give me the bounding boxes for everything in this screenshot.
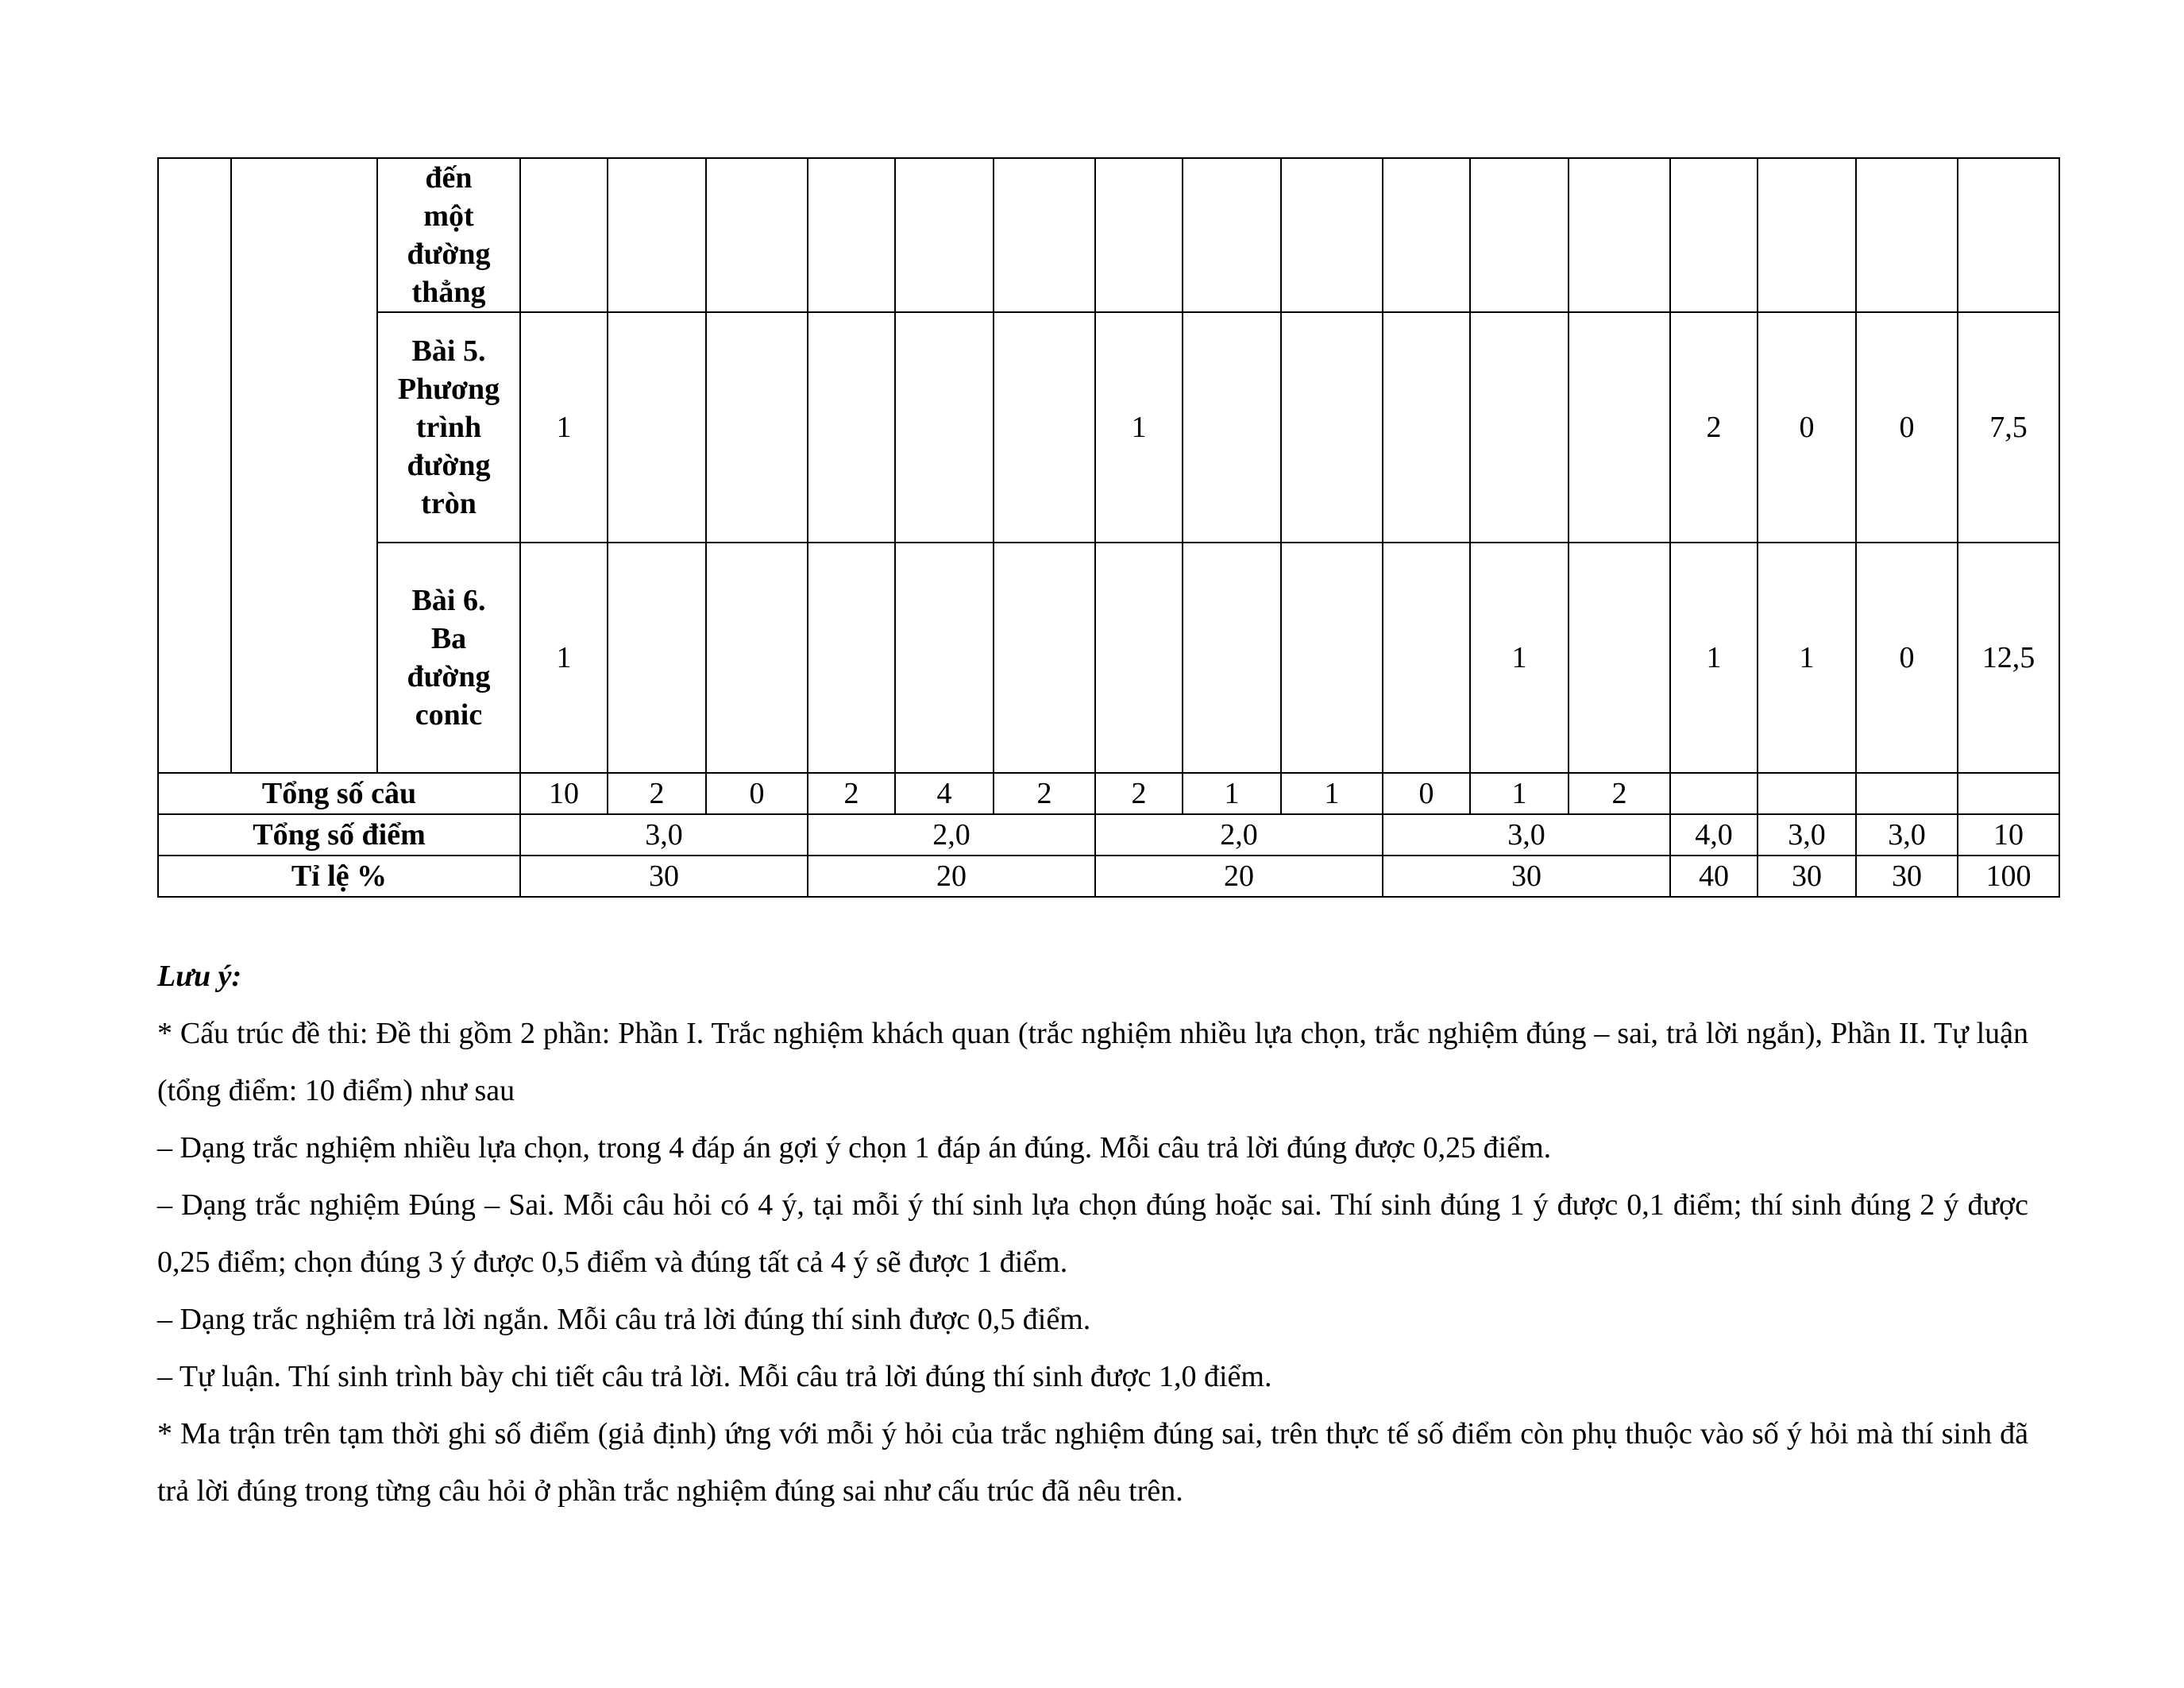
matrix-cell <box>1856 158 1958 312</box>
matrix-cell <box>1569 312 1670 543</box>
total-questions-cell: 1 <box>1183 773 1281 814</box>
matrix-cell <box>1470 158 1569 312</box>
matrix-cell <box>1183 312 1281 543</box>
matrix-cell <box>895 543 994 773</box>
total-questions-cell <box>1958 773 2059 814</box>
chapter-name-cell <box>231 158 377 773</box>
topic-label-line: đường <box>407 238 491 271</box>
matrix-cell <box>808 312 895 543</box>
ratio-cell: 100 <box>1958 856 2059 897</box>
matrix-cell <box>706 543 808 773</box>
matrix-cell <box>1281 158 1383 312</box>
topic-label <box>377 312 520 543</box>
topic-row <box>158 312 2059 543</box>
total-questions-cell: 2 <box>1569 773 1670 814</box>
matrix-cell <box>1281 312 1383 543</box>
topic-label-line: tròn <box>421 487 477 520</box>
matrix-cell <box>1183 158 1281 312</box>
note-paragraph: – Dạng trắc nghiệm Đúng – Sai. Mỗi câu hỏi có 4 ý, tại mỗi ý thí sinh lựa chọn đúng hoặc sai. Thí sinh đúng 1 ý được 0,1 điểm; thí sinh đúng 2 ý được 0,25 điểm; chọn đúng 3 ý được 0,5 điểm và đúng tất cả 4 ý sẽ được 1 điểm. <box>157 1188 2028 1279</box>
topic-label-line: Bài 6. <box>411 584 486 617</box>
matrix-cell <box>1670 158 1758 312</box>
matrix-cell <box>808 158 895 312</box>
ratio-cell: 40 <box>1670 856 1758 897</box>
topic-label-line: trình <box>415 411 482 444</box>
topic-row <box>158 158 2059 312</box>
matrix-cell: 1 <box>1470 543 1569 773</box>
total-points-cell: 10 <box>1958 814 2059 856</box>
matrix-cell <box>1383 543 1470 773</box>
matrix-cell: 1 <box>1758 543 1856 773</box>
topic-label-line: Phương <box>397 373 500 406</box>
matrix-cell <box>1383 312 1470 543</box>
topic-label-line: đường <box>407 660 491 693</box>
total-points-cell: 3,0 <box>1758 814 1856 856</box>
total-questions-cell: 2 <box>1095 773 1183 814</box>
total-points-group-cell: 3,0 <box>1383 814 1670 856</box>
matrix-cell <box>1758 158 1856 312</box>
matrix-cell: 1 <box>520 312 608 543</box>
total-points-group-cell: 3,0 <box>520 814 808 856</box>
total-questions-cell: 2 <box>608 773 706 814</box>
matrix-cell <box>1383 158 1470 312</box>
matrix-cell: 1 <box>520 543 608 773</box>
total-points-group-cell: 2,0 <box>808 814 1095 856</box>
note-paragraph: – Dạng trắc nghiệm nhiều lựa chọn, trong 4 đáp án gợi ý chọn 1 đáp án đúng. Mỗi câu trả lời đúng được 0,25 điểm. <box>157 1131 1552 1165</box>
total-questions-cell: 0 <box>706 773 808 814</box>
matrix-cell <box>520 158 608 312</box>
total-questions-cell: 10 <box>520 773 608 814</box>
matrix-cell <box>1183 543 1281 773</box>
matrix-cell <box>608 312 706 543</box>
matrix-cell <box>895 312 994 543</box>
total-questions-cell: 2 <box>808 773 895 814</box>
total-questions-cell: 1 <box>1281 773 1383 814</box>
matrix-cell <box>1470 312 1569 543</box>
matrix-cell: 2 <box>1670 312 1758 543</box>
topic-row <box>158 543 2059 773</box>
ratio-group-cell: 20 <box>808 856 1095 897</box>
total-questions-label: Tổng số câu <box>158 773 520 814</box>
topic-label-line: đến <box>425 161 473 195</box>
ratio-row <box>158 856 2059 897</box>
matrix-cell <box>994 158 1095 312</box>
topic-label <box>377 543 520 773</box>
matrix-cell <box>1958 158 2059 312</box>
matrix-cell <box>1095 158 1183 312</box>
total-questions-cell <box>1856 773 1958 814</box>
total-questions-row <box>158 773 2059 814</box>
total-points-cell: 3,0 <box>1856 814 1958 856</box>
matrix-cell <box>1281 543 1383 773</box>
total-points-group-cell: 2,0 <box>1095 814 1383 856</box>
ratio-cell: 30 <box>1856 856 1958 897</box>
total-points-label: Tổng số điểm <box>158 814 520 856</box>
notes-section <box>157 948 2028 1520</box>
total-questions-cell: 0 <box>1383 773 1470 814</box>
total-points-row <box>158 814 2059 856</box>
note-paragraph: * Ma trận trên tạm thời ghi số điểm (giả định) ứng với mỗi ý hỏi của trắc nghiệm đúng sai, trên thực tế số điểm còn phụ thuộc vào số ý hỏi mà thí sinh đã trả lời đúng trong từng câu hỏi ở phần trắc nghiệm đúng sai như cấu trúc đã nêu trên. <box>157 1417 2028 1508</box>
ratio-group-cell: 30 <box>520 856 808 897</box>
matrix-cell <box>608 543 706 773</box>
ratio-cell: 30 <box>1758 856 1856 897</box>
topic-label-line: đường <box>407 449 491 482</box>
matrix-cell <box>1569 158 1670 312</box>
matrix-cell <box>808 543 895 773</box>
total-points-cell: 4,0 <box>1670 814 1758 856</box>
matrix-cell <box>706 312 808 543</box>
ratio-group-cell: 30 <box>1383 856 1670 897</box>
matrix-cell: 0 <box>1856 543 1958 773</box>
topic-label <box>377 158 520 312</box>
total-questions-cell <box>1758 773 1856 814</box>
total-questions-cell: 1 <box>1470 773 1569 814</box>
matrix-cell <box>1569 543 1670 773</box>
matrix-cell <box>895 158 994 312</box>
matrix-cell <box>1095 543 1183 773</box>
matrix-cell: 1 <box>1670 543 1758 773</box>
chapter-number-cell <box>158 158 231 773</box>
total-questions-cell: 2 <box>994 773 1095 814</box>
topic-label-line: Bài 5. <box>411 334 486 368</box>
ratio-group-cell: 20 <box>1095 856 1383 897</box>
note-paragraph: * Cấu trúc đề thi: Đề thi gồm 2 phần: Phần I. Trắc nghiệm khách quan (trắc nghiệm nhiều lựa chọn, trắc nghiệm đúng – sai, trả lời ngắn), Phần II. Tự luận (tổng điểm: 10 điểm) như sau <box>157 1017 2028 1107</box>
matrix-cell: 0 <box>1856 312 1958 543</box>
total-questions-cell <box>1670 773 1758 814</box>
ratio-label: Tỉ lệ % <box>158 856 520 897</box>
notes-title: Lưu ý: <box>157 960 242 993</box>
topic-label-line: thẳng <box>411 276 486 309</box>
matrix-cell <box>994 543 1095 773</box>
matrix-cell <box>994 312 1095 543</box>
topic-label-line: conic <box>415 698 483 732</box>
topic-label-line: một <box>423 199 474 233</box>
matrix-table <box>157 157 2060 898</box>
matrix-cell: 1 <box>1095 312 1183 543</box>
matrix-cell: 7,5 <box>1958 312 2059 543</box>
total-questions-cell: 4 <box>895 773 994 814</box>
matrix-cell <box>608 158 706 312</box>
note-paragraph: – Dạng trắc nghiệm trả lời ngắn. Mỗi câu trả lời đúng thí sinh được 0,5 điểm. <box>157 1303 1091 1336</box>
topic-label-line: Ba <box>430 622 467 655</box>
matrix-cell <box>706 158 808 312</box>
matrix-cell: 0 <box>1758 312 1856 543</box>
matrix-cell: 12,5 <box>1958 543 2059 773</box>
note-paragraph: – Tự luận. Thí sinh trình bày chi tiết câu trả lời. Mỗi câu trả lời đúng thí sinh được 1,0 điểm. <box>157 1360 1272 1393</box>
